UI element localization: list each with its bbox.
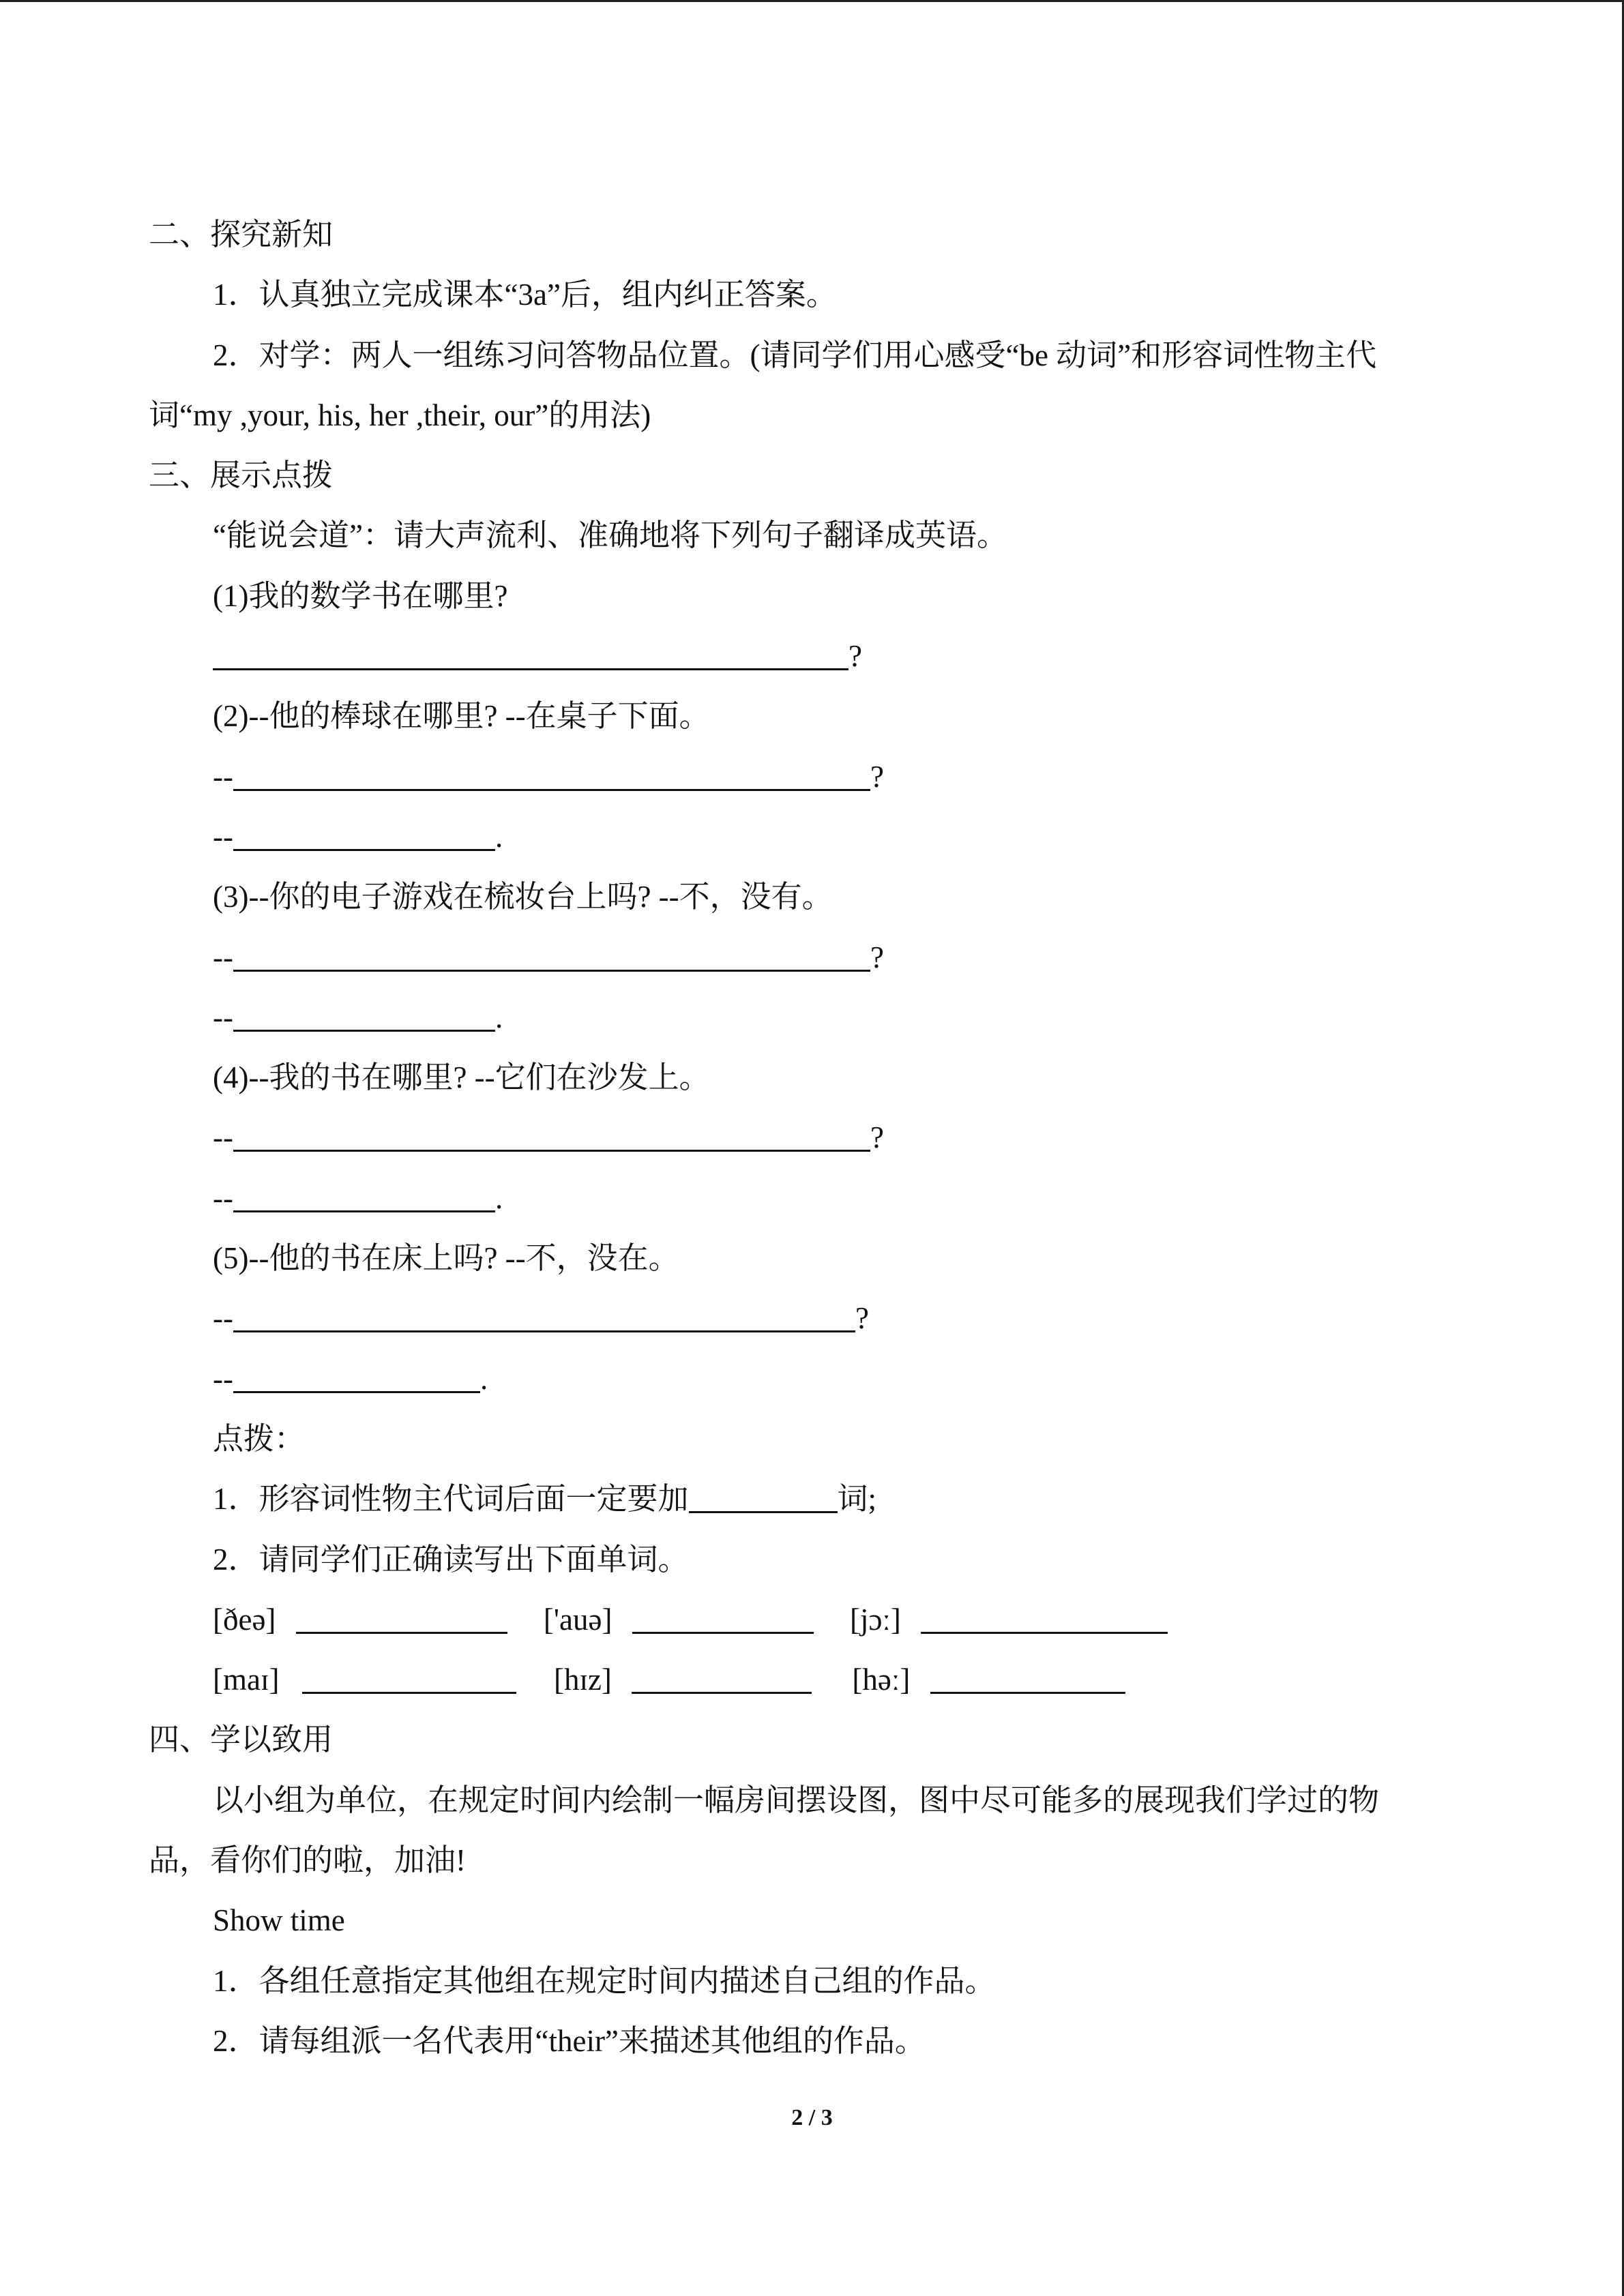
question-3-prompt: (3)--你的电子游戏在梳妆台上吗? --不，没有。 bbox=[213, 880, 833, 914]
question-5-question-line[interactable]: -- ? bbox=[213, 1301, 869, 1335]
section-4-title: 四、学以致用 bbox=[149, 1723, 334, 1757]
section-4-paragraph-line-1: 以小组为单位，在规定时间内绘制一幅房间摆设图，图中尽可能多的展现我们学过的物 bbox=[213, 1783, 1380, 1817]
tips-item-2: 2．请同学们正确读写出下面单词。 bbox=[213, 1542, 689, 1577]
phonetic-symbol: [maɪ] bbox=[213, 1663, 280, 1697]
answer-blank[interactable] bbox=[233, 1183, 495, 1212]
question-1-answer-line[interactable]: ? bbox=[213, 626, 862, 686]
phonetic-symbol: [ðeə] bbox=[213, 1602, 276, 1637]
answer-blank[interactable] bbox=[233, 1303, 855, 1332]
answer-blank[interactable] bbox=[233, 1122, 870, 1152]
question-5-prompt: (5)--他的书在床上吗? --不，没在。 bbox=[213, 1241, 679, 1275]
page-number: 2 / 3 bbox=[791, 2105, 833, 2130]
section-2-title: 二、探究新知 bbox=[149, 218, 334, 252]
section-4-paragraph-line-2: 品，看你们的啦，加油! bbox=[149, 1843, 466, 1877]
show-time-item-2: 2．请每组派一名代表用“their”来描述其他组的作品。 bbox=[213, 2024, 926, 2058]
section-2-item-1: 1．认真独立完成课本“3a”后，组内纠正答案。 bbox=[213, 278, 837, 312]
show-time-item-1: 1．各组任意指定其他组在规定时间内描述自己组的作品。 bbox=[213, 1964, 996, 1998]
question-2-prompt: (2)--他的棒球在哪里? --在桌子下面。 bbox=[213, 699, 710, 733]
section-3-title: 三、展示点拨 bbox=[149, 458, 334, 492]
question-1-prompt: (1)我的数学书在哪里? bbox=[213, 579, 508, 613]
question-5-answer-line[interactable]: -- . bbox=[213, 1362, 488, 1396]
answer-blank[interactable] bbox=[296, 1605, 507, 1634]
phonetic-symbol: ['auə] bbox=[543, 1602, 612, 1637]
question-3-answer-line[interactable]: -- . bbox=[213, 1000, 503, 1034]
question-2-question-line[interactable]: -- ? bbox=[213, 760, 884, 794]
question-4-prompt: (4)--我的书在哪里? --它们在沙发上。 bbox=[213, 1060, 710, 1094]
answer-blank[interactable] bbox=[233, 942, 870, 972]
phonetic-symbol: [hɪz] bbox=[553, 1663, 612, 1697]
phonetic-row-2[interactable] bbox=[213, 1650, 1125, 1710]
tips-item-1[interactable]: 1．形容词性物主代词后面一定要加 词; bbox=[213, 1482, 877, 1516]
section-3-intro: “能说会道”：请大声流利、准确地将下列句子翻译成英语。 bbox=[213, 518, 1007, 552]
section-2-item-2-line-2: 词“my ,your, his, her ,their, our”的用法) bbox=[149, 398, 651, 432]
answer-blank[interactable] bbox=[921, 1605, 1168, 1634]
answer-blank[interactable] bbox=[213, 641, 848, 670]
question-4-question-line[interactable]: -- ? bbox=[213, 1120, 884, 1154]
question-4-answer-line[interactable]: -- . bbox=[213, 1181, 503, 1215]
answer-blank[interactable] bbox=[632, 1665, 812, 1694]
answer-blank[interactable] bbox=[233, 1002, 495, 1032]
phonetic-symbol: [jɔː] bbox=[849, 1602, 901, 1637]
show-time-heading: Show time bbox=[213, 1903, 345, 1937]
answer-blank[interactable] bbox=[233, 1364, 480, 1393]
section-2-item-2-line-1: 2．对学：两人一组练习问答物品位置。(请同学们用心感受“be 动词”和形容词性物主代 bbox=[213, 338, 1377, 372]
answer-blank[interactable] bbox=[233, 822, 495, 851]
answer-blank[interactable] bbox=[930, 1665, 1125, 1694]
tips-title: 点拨： bbox=[213, 1422, 306, 1456]
phonetic-row-1[interactable] bbox=[213, 1590, 1168, 1650]
answer-blank[interactable] bbox=[689, 1484, 838, 1513]
answer-blank[interactable] bbox=[233, 762, 870, 791]
question-3-question-line[interactable]: -- ? bbox=[213, 940, 884, 974]
answer-blank[interactable] bbox=[632, 1605, 814, 1634]
question-2-answer-line[interactable]: -- . bbox=[213, 820, 503, 854]
phonetic-symbol: [həː] bbox=[852, 1663, 911, 1697]
answer-blank[interactable] bbox=[302, 1665, 516, 1694]
